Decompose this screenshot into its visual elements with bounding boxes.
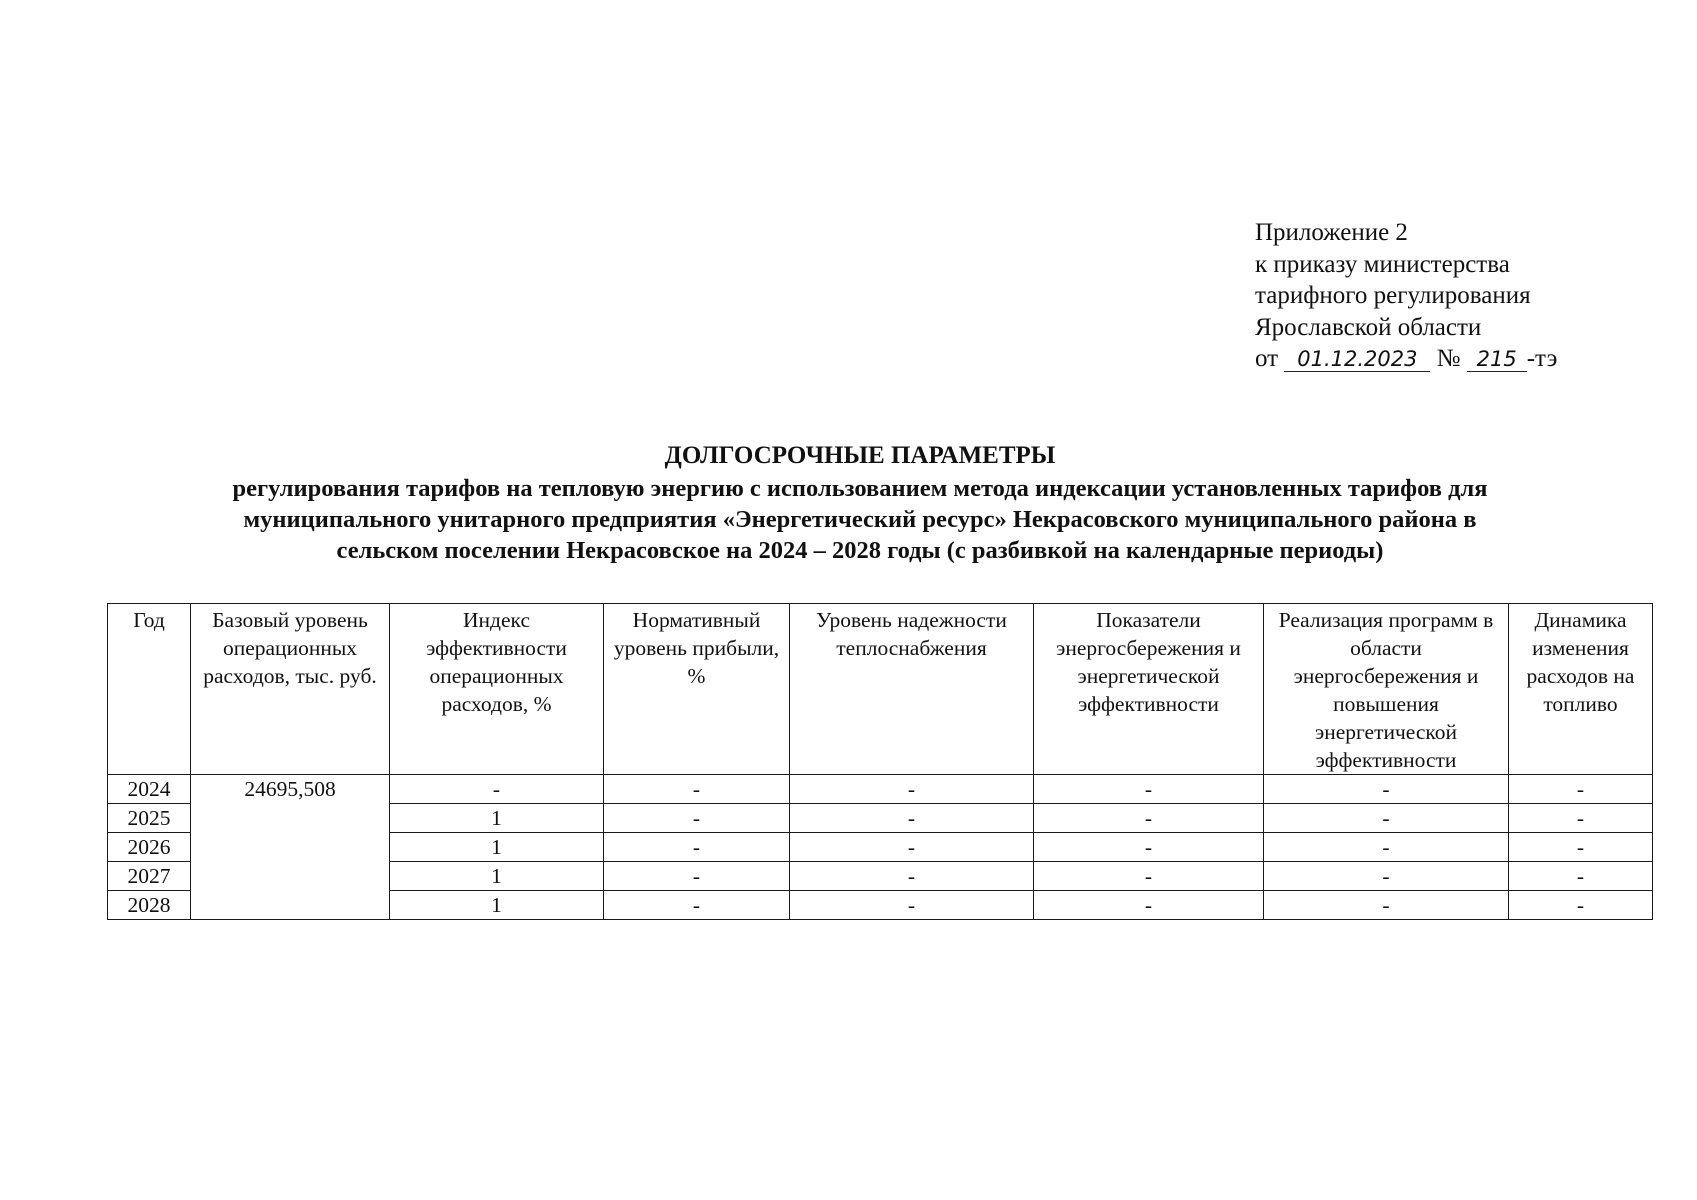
cell-reliability: - (790, 833, 1034, 862)
table-header-row (108, 604, 1653, 775)
header-efficiency-index: Индекс эффективности операционных расходов, % (390, 604, 604, 775)
cell-fuel: - (1509, 891, 1653, 920)
table-row (108, 775, 1653, 804)
cell-profit: - (604, 862, 790, 891)
cell-programs: - (1264, 804, 1509, 833)
appendix-prefix: от (1255, 345, 1279, 372)
cell-year: 2025 (108, 804, 191, 833)
cell-fuel: - (1509, 862, 1653, 891)
appendix-line-4: Ярославской области (1255, 313, 1482, 341)
document-subtitle-line-1: регулирования тарифов на тепловую энергию с использованием метода индексации установленных тарифов для (232, 475, 1488, 502)
cell-year: 2024 (108, 775, 191, 804)
cell-index: 1 (390, 862, 604, 891)
cell-reliability: - (790, 862, 1034, 891)
document-title: ДОЛГОСРОЧНЫЕ ПАРАМЕТРЫ (664, 442, 1056, 469)
cell-indicators: - (1034, 891, 1264, 920)
parameters-table (107, 603, 1653, 920)
header-energy-indicators: Показатели энергосбережения и энергетической эффективности (1034, 604, 1264, 775)
appendix-line-5 (1255, 343, 1557, 375)
header-fuel-dynamics: Динамика изменения расходов на топливо (1509, 604, 1653, 775)
cell-indicators: - (1034, 833, 1264, 862)
appendix-line-3: тарифного регулирования (1255, 282, 1531, 309)
document-subtitle-line-2: муниципального унитарного предприятия «Энергетический ресурс» Некрасовского муниципального района в (243, 506, 1477, 533)
cell-indicators: - (1034, 804, 1264, 833)
cell-reliability: - (790, 891, 1034, 920)
cell-index: - (390, 775, 604, 804)
cell-profit: - (604, 833, 790, 862)
cell-fuel: - (1509, 833, 1653, 862)
cell-base-level: 24695,508 (191, 775, 390, 920)
cell-index: 1 (390, 804, 604, 833)
appendix-line-1: Приложение 2 (1255, 219, 1408, 246)
appendix-suffix: -тэ (1526, 345, 1558, 372)
cell-profit: - (604, 804, 790, 833)
cell-programs: - (1264, 862, 1509, 891)
cell-indicators: - (1034, 775, 1264, 804)
cell-year: 2027 (108, 862, 191, 891)
cell-indicators: - (1034, 862, 1264, 891)
number-sign: № (1436, 345, 1461, 372)
cell-index: 1 (390, 891, 604, 920)
cell-fuel: - (1509, 804, 1653, 833)
header-base-level: Базовый уровень операционных расходов, тыс. руб. (191, 604, 390, 775)
cell-programs: - (1264, 891, 1509, 920)
cell-reliability: - (790, 775, 1034, 804)
handwritten-number: 215 (1467, 347, 1527, 372)
appendix-block (1255, 217, 1557, 375)
cell-index: 1 (390, 833, 604, 862)
cell-fuel: - (1509, 775, 1653, 804)
cell-reliability: - (790, 804, 1034, 833)
cell-programs: - (1264, 833, 1509, 862)
document-subtitle-line-3: сельском поселении Некрасовское на 2024 – 2028 годы (с разбивкой на календарные периоды) (336, 537, 1384, 564)
header-energy-programs: Реализация программ в области энергосбережения и повышения энергетической эффективности (1264, 604, 1509, 775)
handwritten-date: 01.12.2023 (1284, 347, 1430, 372)
cell-year: 2026 (108, 833, 191, 862)
header-reliability: Уровень надежности теплоснабжения (790, 604, 1034, 775)
cell-year: 2028 (108, 891, 191, 920)
cell-profit: - (604, 891, 790, 920)
header-profit-level: Нормативный уровень прибыли, % (604, 604, 790, 775)
cell-programs: - (1264, 775, 1509, 804)
appendix-line-2: к приказу министерства (1255, 250, 1510, 278)
header-year: Год (108, 604, 191, 775)
document-title-block (60, 440, 1660, 566)
cell-profit: - (604, 775, 790, 804)
